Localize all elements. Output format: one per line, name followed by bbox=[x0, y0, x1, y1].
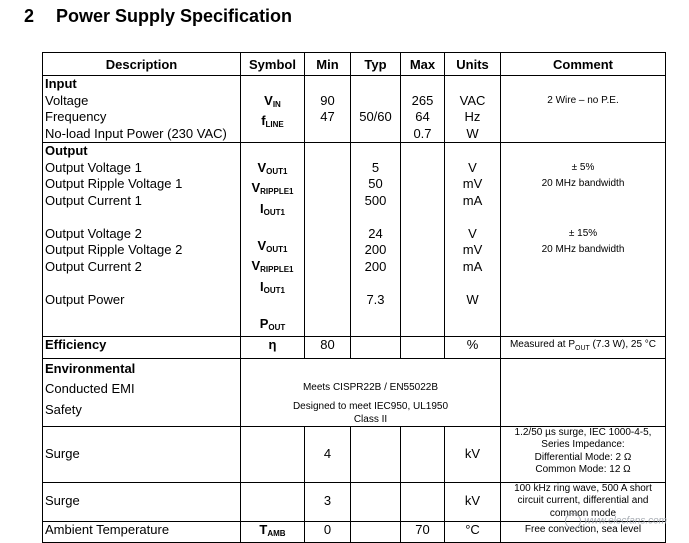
input-group bbox=[43, 76, 666, 143]
col-min: Min bbox=[305, 53, 351, 76]
power-units: W bbox=[466, 291, 479, 307]
noload-max: 0.7 bbox=[413, 125, 432, 141]
input-comment bbox=[501, 76, 666, 143]
voltage-comment: 2 Wire – no P.E. bbox=[547, 94, 619, 106]
pout-symbol: $P_{OUT}$ bbox=[259, 315, 286, 332]
r2-units: mV bbox=[462, 242, 483, 257]
environmental-heading: Environmental bbox=[45, 360, 136, 376]
section-heading bbox=[24, 6, 292, 27]
frequency-typ: 50/60 bbox=[359, 109, 392, 124]
voltage-desc: Voltage bbox=[45, 92, 89, 108]
iout2-symbol: $I_{OUT1}$ bbox=[260, 278, 285, 295]
emi-desc: Conducted EMI bbox=[45, 380, 135, 396]
noload-desc: No-load Input Power (230 VAC) bbox=[45, 125, 227, 141]
safety-desc: Safety bbox=[45, 401, 82, 417]
v2-comment: ± 15% bbox=[568, 227, 598, 239]
frequency-units: Hz bbox=[464, 109, 481, 124]
i1-units: mA bbox=[462, 192, 483, 208]
output-min bbox=[305, 143, 351, 337]
surge2-comment-3: common mode bbox=[549, 507, 617, 519]
safety-note-2: Class II bbox=[353, 413, 388, 425]
voltage-min: 90 bbox=[320, 92, 335, 108]
v1-comment: ± 5% bbox=[571, 161, 595, 173]
frequency-min: 47 bbox=[320, 109, 335, 124]
watermark-logo-icon bbox=[565, 513, 581, 529]
i2-units: mA bbox=[462, 258, 483, 274]
input-min bbox=[305, 76, 351, 143]
r1-desc: Output Ripple Voltage 1 bbox=[45, 176, 183, 191]
tamb-symbol: $T_{AMB}$ bbox=[259, 521, 286, 538]
surge2-comment-2: circuit current, differential and bbox=[517, 495, 649, 506]
v2-desc: Output Voltage 2 bbox=[45, 225, 142, 241]
surge2-comment-1: 100 kHz ring wave, 500 A short bbox=[514, 482, 652, 494]
surge1-min: 4 bbox=[323, 445, 332, 461]
v2-typ: 24 bbox=[368, 225, 383, 241]
col-description: Description bbox=[43, 53, 241, 76]
r1-typ: 50 bbox=[368, 176, 383, 191]
r2-typ: 200 bbox=[364, 242, 387, 257]
voltage-max: 265 bbox=[411, 92, 434, 108]
r1-units: mV bbox=[462, 176, 483, 191]
eta-symbol: η bbox=[268, 337, 277, 352]
watermark: www.elecfans.com bbox=[565, 513, 667, 529]
noload-units: W bbox=[466, 125, 479, 141]
surge1-comment-2: Series Impedance: bbox=[541, 439, 625, 450]
efficiency-row bbox=[43, 337, 666, 359]
i1-typ: 500 bbox=[364, 192, 387, 208]
ambient-min: 0 bbox=[323, 521, 332, 537]
safety-note-1: Designed to meet IEC950, UL1950 bbox=[292, 400, 449, 412]
surge2-min: 3 bbox=[323, 493, 332, 509]
output-max bbox=[401, 143, 445, 337]
i2-desc: Output Current 2 bbox=[45, 258, 142, 274]
r2-comment: 20 MHz bandwidth bbox=[541, 244, 625, 255]
i2-typ: 200 bbox=[364, 258, 387, 274]
spec-table bbox=[42, 52, 666, 543]
emi-note: Meets CISPR22B / EN55022B bbox=[302, 381, 439, 393]
efficiency-units: % bbox=[466, 337, 479, 352]
section-title: Power Supply Specification bbox=[56, 6, 293, 26]
col-typ: Typ bbox=[351, 53, 401, 76]
input-heading: Input bbox=[45, 76, 77, 91]
r2-desc: Output Ripple Voltage 2 bbox=[45, 242, 183, 257]
input-symbol bbox=[241, 76, 305, 143]
v1-units: V bbox=[468, 159, 477, 175]
ambient-desc: Ambient Temperature bbox=[45, 521, 170, 537]
efficiency-comment: Measured at $P_{OUT}$ (7.3 W), 25 °C bbox=[509, 339, 657, 352]
output-symbol bbox=[241, 143, 305, 337]
vin-symbol: $V_{IN}$ bbox=[264, 92, 281, 109]
efficiency-min: 80 bbox=[320, 337, 335, 352]
v1-desc: Output Voltage 1 bbox=[45, 159, 142, 175]
r1-comment: 20 MHz bandwidth bbox=[541, 178, 625, 189]
vout2-symbol: $V_{OUT1}$ bbox=[257, 237, 288, 254]
surge1-comment-4: Common Mode: 12 Ω bbox=[535, 464, 631, 475]
output-typ bbox=[351, 143, 401, 337]
col-units: Units bbox=[445, 53, 501, 76]
v1-typ: 5 bbox=[371, 159, 380, 175]
fline-symbol: $f_{LINE}$ bbox=[261, 113, 284, 129]
col-max: Max bbox=[401, 53, 445, 76]
efficiency-desc: Efficiency bbox=[45, 337, 107, 352]
surge1-units: kV bbox=[464, 445, 481, 461]
frequency-max: 64 bbox=[415, 109, 430, 124]
voltage-units: VAC bbox=[459, 92, 486, 108]
v2-units: V bbox=[468, 225, 477, 241]
col-symbol: Symbol bbox=[241, 53, 305, 76]
ambient-max: 70 bbox=[415, 521, 430, 537]
input-typ bbox=[351, 76, 401, 143]
iout1-symbol: $I_{OUT1}$ bbox=[260, 200, 285, 217]
surge1-comment-1: 1.2/50 µs surge, IEC 1000-4-5, bbox=[514, 426, 652, 438]
output-desc bbox=[43, 143, 241, 337]
surge1-row bbox=[43, 426, 666, 482]
output-units bbox=[445, 143, 501, 337]
power-desc: Output Power bbox=[45, 291, 125, 307]
output-group bbox=[43, 143, 666, 337]
surge2-desc: Surge bbox=[45, 493, 80, 509]
vripple2-symbol: $V_{RIPPLE1}$ bbox=[251, 258, 294, 274]
power-typ: 7.3 bbox=[366, 291, 385, 307]
section-number: 2 bbox=[24, 6, 35, 26]
input-desc bbox=[43, 76, 241, 143]
vripple1-symbol: $V_{RIPPLE1}$ bbox=[251, 180, 294, 196]
output-heading: Output bbox=[45, 143, 88, 158]
surge1-desc: Surge bbox=[45, 445, 80, 461]
i1-desc: Output Current 1 bbox=[45, 192, 142, 208]
surge1-comment-3: Differential Mode: 2 Ω bbox=[534, 451, 632, 463]
ambient-comment: Free convection, sea level bbox=[524, 523, 642, 535]
col-comment: Comment bbox=[501, 53, 666, 76]
environmental-group bbox=[43, 358, 666, 426]
vout1-symbol: $V_{OUT1}$ bbox=[257, 159, 288, 176]
header-row bbox=[43, 53, 666, 76]
frequency-desc: Frequency bbox=[45, 109, 107, 124]
input-max bbox=[401, 76, 445, 143]
input-units bbox=[445, 76, 501, 143]
surge2-units: kV bbox=[464, 493, 481, 509]
output-comment bbox=[501, 143, 666, 337]
ambient-units: °C bbox=[465, 521, 480, 537]
